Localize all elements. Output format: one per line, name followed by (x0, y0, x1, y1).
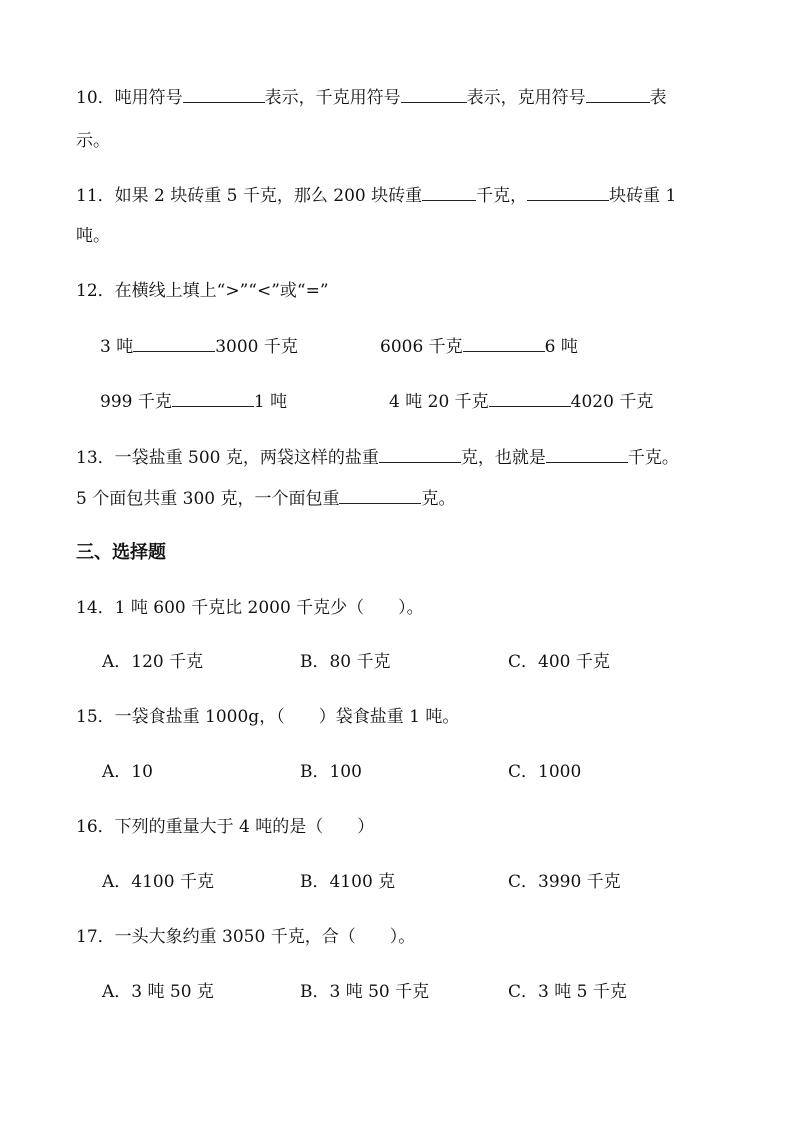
question-number: 15． (76, 707, 115, 727)
answer-blank[interactable] (339, 487, 421, 504)
option-a[interactable]: A．120 千克 (102, 652, 204, 672)
answer-blank[interactable] (401, 86, 467, 103)
question-10 (76, 86, 667, 109)
comparison-left: 4 吨 20 千克 (389, 392, 489, 412)
question-text: 克，也就是 (460, 448, 546, 468)
answer-blank[interactable] (586, 86, 650, 103)
question-number: 12． (76, 281, 115, 301)
question-11-continued (76, 225, 110, 247)
option-b[interactable]: B．80 千克 (300, 652, 391, 672)
answer-blank[interactable] (379, 446, 461, 463)
question-16 (76, 816, 374, 838)
answer-blank[interactable] (133, 335, 215, 352)
question-13 (76, 446, 679, 469)
comparison-left: 3 吨 (100, 337, 134, 357)
option-a[interactable]: A．10 (102, 762, 153, 782)
question-text: 下列的重量大于 4 吨的是（ ） (114, 817, 375, 837)
question-number: 13． (76, 448, 115, 468)
question-13-continued (76, 487, 455, 510)
option-a[interactable]: A．3 吨 50 克 (102, 982, 214, 1002)
option-b[interactable]: B．100 (300, 762, 362, 782)
answer-blank[interactable] (422, 184, 476, 201)
question-14 (76, 597, 424, 619)
answer-blank[interactable] (546, 446, 628, 463)
question-11 (76, 184, 676, 207)
question-10-continued (76, 130, 110, 152)
option-c[interactable]: C．3990 千克 (508, 872, 621, 892)
question-number: 14． (76, 598, 115, 618)
question-text: 如果 2 块砖重 5 千克，那么 200 块砖重 (114, 186, 423, 206)
question-text: 示。 (76, 131, 110, 151)
option-c[interactable]: C．1000 (508, 762, 582, 782)
question-text: 表示，千克用符号 (264, 88, 401, 108)
comparison-right: 4020 千克 (570, 392, 654, 412)
question-number: 17． (76, 927, 115, 947)
section-heading: 三、选择题 (76, 542, 166, 563)
question-text: 吨。 (76, 226, 110, 246)
answer-blank[interactable] (172, 390, 254, 407)
comparison-right: 3000 千克 (215, 337, 298, 357)
question-text: 表示，克用符号 (466, 88, 586, 108)
comparison-item (100, 335, 298, 358)
option-a[interactable]: A．4100 千克 (102, 872, 214, 892)
question-text: 5 个面包共重 300 克，一个面包重 (76, 489, 340, 509)
question-text: 一袋盐重 500 克，两袋这样的盐重 (114, 448, 379, 468)
question-text: 一袋食盐重 1000g，（ ）袋食盐重 1 吨。 (114, 707, 460, 727)
answer-blank[interactable] (183, 86, 265, 103)
comparison-right: 6 吨 (544, 337, 578, 357)
question-text: 吨用符号 (114, 88, 183, 108)
comparison-right: 1 吨 (253, 392, 288, 412)
comparison-item (389, 390, 653, 413)
answer-blank[interactable] (527, 184, 609, 201)
question-text: 在横线上填上“>”“<”或“=” (114, 281, 329, 301)
option-c[interactable]: C．3 吨 5 千克 (508, 982, 627, 1002)
option-c[interactable]: C．400 千克 (508, 652, 610, 672)
question-number: 10． (76, 88, 115, 108)
answer-blank[interactable] (463, 335, 545, 352)
answer-blank[interactable] (489, 390, 571, 407)
option-b[interactable]: B．4100 克 (300, 872, 396, 892)
comparison-left: 999 千克 (100, 392, 172, 412)
question-text: 1 吨 600 千克比 2000 千克少（ ）。 (114, 598, 424, 618)
question-15 (76, 706, 459, 728)
question-text: 千克。 (627, 448, 679, 468)
question-17 (76, 926, 415, 948)
option-b[interactable]: B．3 吨 50 千克 (300, 982, 430, 1002)
question-number: 11． (76, 186, 115, 206)
comparison-item (380, 335, 578, 358)
question-text: 表 (649, 88, 667, 108)
comparison-left: 6006 千克 (380, 337, 463, 357)
question-12 (76, 280, 329, 302)
question-number: 16． (76, 817, 115, 837)
question-text: 块砖重 1 (609, 186, 677, 206)
question-text: 千克， (476, 186, 528, 206)
question-text: 克。 (421, 489, 456, 509)
question-text: 一头大象约重 3050 千克，合（ ）。 (114, 927, 416, 947)
comparison-item (100, 390, 287, 413)
